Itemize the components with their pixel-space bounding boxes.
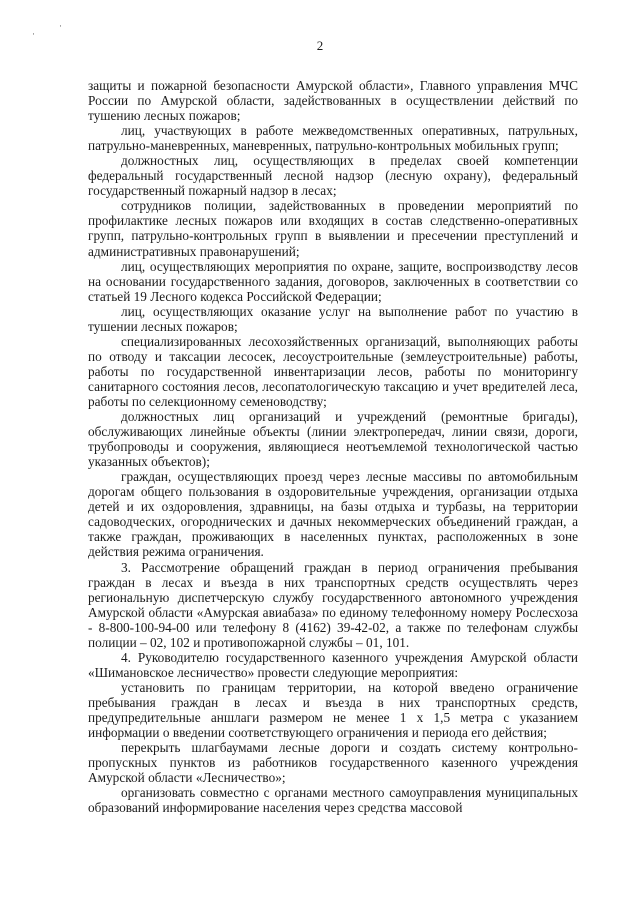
page-number: 2 <box>316 38 324 53</box>
scan-speck: · <box>32 29 35 39</box>
paragraph: 4. Руководителю государственного казенного учреждения Амурской области «Шимановское лесничество» провести следующие мероприятия: <box>88 649 578 680</box>
paragraph: лиц, осуществляющих оказание услуг на выполнение работ по участию в тушении лесных пожаров; <box>88 303 578 334</box>
paragraph: установить по границам территории, на которой введено ограничение пребывания граждан в лесах и въезда в них транспортных средств, предупредительные аншлаги размером не менее 1 х 1,5 метра с указанием информации о введении соответствующего ограничения и периода его действия; <box>88 679 578 741</box>
paragraph: лиц, осуществляющих мероприятия по охране, защите, воспроизводству лесов на основании государственного задания, договоров, заключенных в соответствии со статьей 19 Лесного кодекса Российской Федерации; <box>88 258 578 304</box>
paragraph: защиты и пожарной безопасности Амурской области», Главного управления МЧС России по Амурской области, задействованных в осуществлении действий по тушению лесных пожаров; <box>88 78 578 124</box>
document-body <box>88 78 578 815</box>
scan-speck: · <box>59 21 62 31</box>
paragraph: сотрудников полиции, задействованных в проведении мероприятий по профилактике лесных пожаров или входящих в состав следственно-оперативных групп, патрульно-контрольных групп в выявлении и пресечении преступлений и административных правонарушений; <box>88 198 578 259</box>
paragraph: должностных лиц организаций и учреждений (ремонтные бригады), обслуживающих линейные объекты (линии электропередач, линии связи, дороги, трубопроводы и сооружения, являющиеся неотъемлемой технологической частью указанных объектов); <box>88 409 578 470</box>
paragraph: перекрыть шлагбаумами лесные дороги и создать систему контрольно-пропускных пунктов из работников государственного казенного учреждения Амурской области «Лесничество»; <box>88 740 578 786</box>
paragraph: граждан, осуществляющих проезд через лесные массивы по автомобильным дорогам общего пользования в оздоровительные учреждения, организации отдыха детей и их оздоровления, здравницы, на базы отдыха и турбазы, на территории садоводческих, огороднических и дачных некоммерческих объединений граждан, а также граждан, проживающих в населенных пунктах, расположенных в зоне действия режима ограничения. <box>88 469 578 560</box>
paragraph: лиц, участвующих в работе межведомственных оперативных, патрульных, патрульно-маневренных, маневренных, патрульно-контрольных мобильных групп; <box>88 123 578 154</box>
paragraph: организовать совместно с органами местного самоуправления муниципальных образований информирование населения через средства массовой <box>88 785 578 816</box>
paragraph: должностных лиц, осуществляющих в пределах своей компетенции федеральный государственный лесной надзор (лесную охрану), федеральный государственный пожарный надзор в лесах; <box>88 153 578 199</box>
paragraph: 3. Рассмотрение обращений граждан в период ограничения пребывания граждан в лесах и въезда в них транспортных средств осуществлять через региональную диспетчерскую службу государственного автономного учреждения Амурской области «Амурская авиабаза» по единому телефонному номеру Рослесхоза - 8-800-100-94-00 или телефону 8 (4162) 39-42-02, а также по телефонам службы полиции – 02, 102 и противопожарной службы – 01, 101. <box>88 559 578 650</box>
paragraph: специализированных лесохозяйственных организаций, выполняющих работы по отводу и таксации лесосек, лесоустроительные (землеустроительные) работы, работы по государственной инвентаризации лесов, работы по мониторингу санитарного состояния лесов, лесопатологическую таксацию и учет вредителей леса, работы по селекционному семеноводству; <box>88 333 578 409</box>
